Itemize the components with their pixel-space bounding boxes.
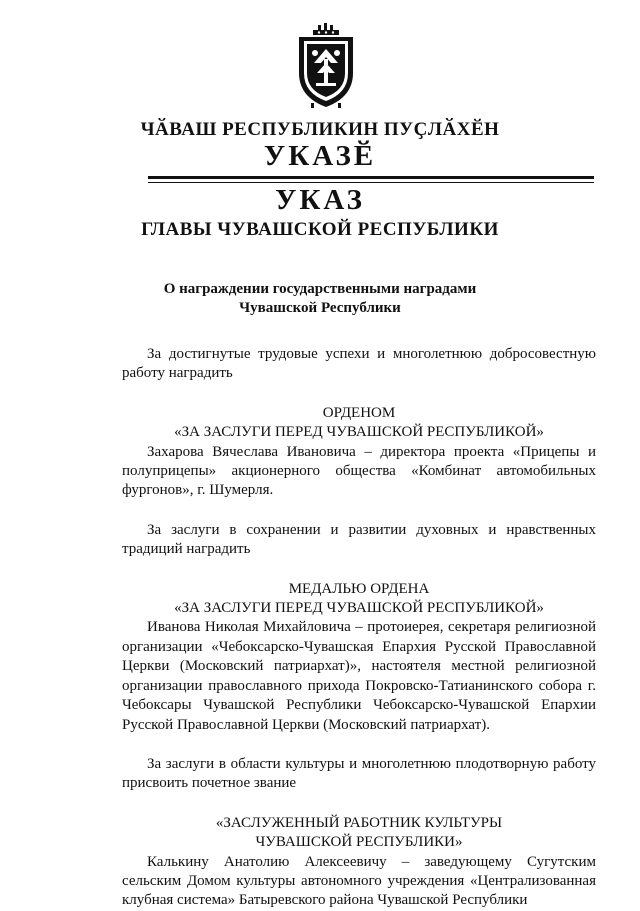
award-title-line-1: МЕДАЛЬЮ ОРДЕНА (288, 580, 430, 597)
award-recipient: Калькину Анатолию Алексеевичу – заведующему Сугутским сельским Домом культуры автономного учреждения «Централизованная клубная система» Батыревского района Чувашской Республики (122, 853, 596, 909)
header-divider-thin (148, 182, 594, 183)
award-reason: За заслуги в сохранении и развитии духовных и нравственных традиций наградить (122, 521, 596, 558)
award-reason: За заслуги в области культуры и многолетнюю плодотворную работу присвоить почетное звание (122, 755, 596, 792)
award-title-line-1: ОРДЕНОМ (322, 404, 396, 421)
decree-body (122, 345, 596, 911)
award-recipient: Иванова Николая Михайловича – протоиерея, секретаря религиозной организации «Чебоксарско-Чувашская Епархия Русской Православной Церкви (Московский патриархат)», настоятеля местной религиозной организации православного прихода Покровско-Татианинского собора г. Чебоксары Чувашской Республики Чебоксарско-Чувашской Епархии Русской Православной Церкви (Московский патриархат). (122, 619, 596, 733)
russian-decree-word: УКАЗ (275, 184, 365, 216)
subject-line-1: О награждении государственными наградами (163, 281, 477, 297)
award-title-line-1: «ЗАСЛУЖЕННЫЙ РАБОТНИК КУЛЬТУРЫ (215, 814, 503, 831)
chuvash-decree-word: УКАЗӖ (263, 140, 377, 172)
subject-line-2: Чувашской Республики (239, 300, 401, 316)
award-title-line-2: «ЗА ЗАСЛУГИ ПЕРЕД ЧУВАШСКОЙ РЕСПУБЛИКОЙ» (174, 424, 544, 441)
award-recipient: Захарова Вячеслава Ивановича – директора проекта «Прицепы и полуприцепы» акционерного общества «Комбинат автомобильных фургонов», г. Шумерля. (122, 443, 596, 499)
chuvash-coat-of-arms-icon (291, 23, 361, 109)
decree-subject (0, 280, 640, 318)
russian-header-title: ГЛАВЫ ЧУВАШСКОЙ РЕСПУБЛИКИ (141, 219, 499, 240)
chuvash-header-title: ЧӐВАШ РЕСПУБЛИКИН ПУҪЛӐХӖН (140, 119, 500, 140)
award-reason: За достигнутые трудовые успехи и многолетнюю добросовестную работу наградить (122, 346, 596, 382)
header-divider-thick (148, 176, 594, 179)
award-title-line-2: «ЗА ЗАСЛУГИ ПЕРЕД ЧУВАШСКОЙ РЕСПУБЛИКОЙ» (174, 600, 544, 617)
award-title-line-2: ЧУВАШСКОЙ РЕСПУБЛИКИ» (255, 834, 463, 851)
